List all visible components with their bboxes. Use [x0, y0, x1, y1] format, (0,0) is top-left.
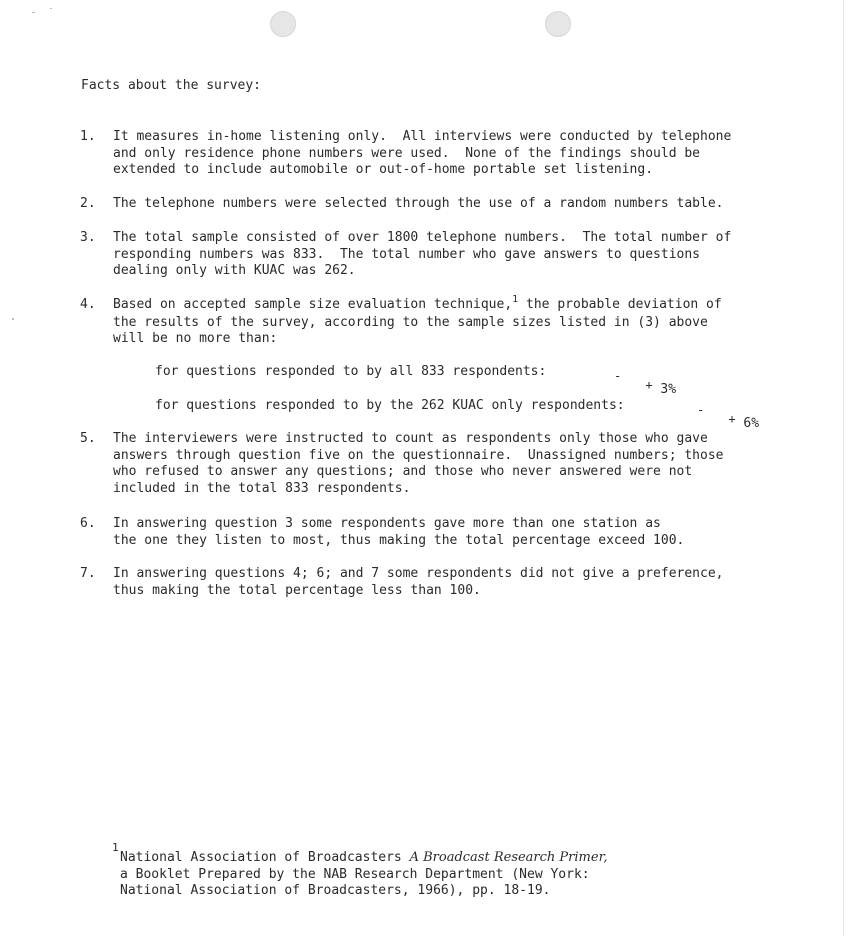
- item-number: 1.: [80, 129, 96, 144]
- plus-minus-value: + - 3%: [614, 369, 677, 397]
- punch-hole: [545, 11, 571, 37]
- item-text: It measures in-home listening only. All interviews were conducted by telephone and only residence phone numbers were used. None of the findings should be extended to include automobile or out-of-home portable set listening.: [113, 129, 732, 178]
- footnote: 1 National Association of Broadcasters A Broadcast Research Primer, a Booklet Prepared by the NAB Research Department (New York: National Association of Broadcasters, 1966), pp. 18-19.: [112, 841, 608, 899]
- item-text: In answering question 3 some respondents gave more than one station as the one they listen to most, thus making the total percentage exceed 100.: [113, 516, 685, 548]
- item-text: The total sample consisted of over 1800 telephone numbers. The total number of responding numbers was 833. The total number who gave answers to questions dealing only with KUAC was 262.: [113, 230, 732, 279]
- item-number: 6.: [80, 516, 96, 531]
- deviation-line-all: for questions responded to by all 833 respondents:: [155, 364, 547, 379]
- paper-speck: [32, 12, 35, 13]
- book-title: A Broadcast Research Primer,: [409, 850, 608, 865]
- page-edge: [843, 0, 844, 936]
- footnote-reference: 1: [512, 294, 519, 305]
- paper-speck: [50, 8, 52, 9]
- deviation-line-kuac: for questions responded to by the 262 KUAC only respondents:: [155, 398, 625, 413]
- punch-hole: [270, 11, 296, 37]
- paper-speck: [12, 318, 14, 320]
- item-number: 2.: [80, 196, 96, 211]
- item-number: 5.: [80, 431, 96, 446]
- plus-minus-value: + - 6%: [697, 403, 760, 431]
- item-number: 3.: [80, 230, 96, 245]
- section-heading: Facts about the survey:: [81, 78, 262, 93]
- item-text: Based on accepted sample size evaluation technique,$^1$ the probable deviation of the results of the survey, according to the sample sizes listed in (3) above will be no more than:: [113, 294, 722, 347]
- item-text: In answering questions 4; 6; and 7 some respondents did not give a preference, thus making the total percentage less than 100.: [113, 566, 724, 598]
- item-text: The interviewers were instructed to count as respondents only those who gave answers through question five on the questionnaire. Unassigned numbers; those who refused to answer any questions; and those who never answered were not included in the total 833 respondents.: [113, 431, 724, 496]
- item-text: The telephone numbers were selected through the use of a random numbers table.: [113, 196, 724, 211]
- footnote-marker: 1: [112, 841, 119, 854]
- item-number: 4.: [80, 297, 96, 312]
- item-number: 7.: [80, 566, 96, 581]
